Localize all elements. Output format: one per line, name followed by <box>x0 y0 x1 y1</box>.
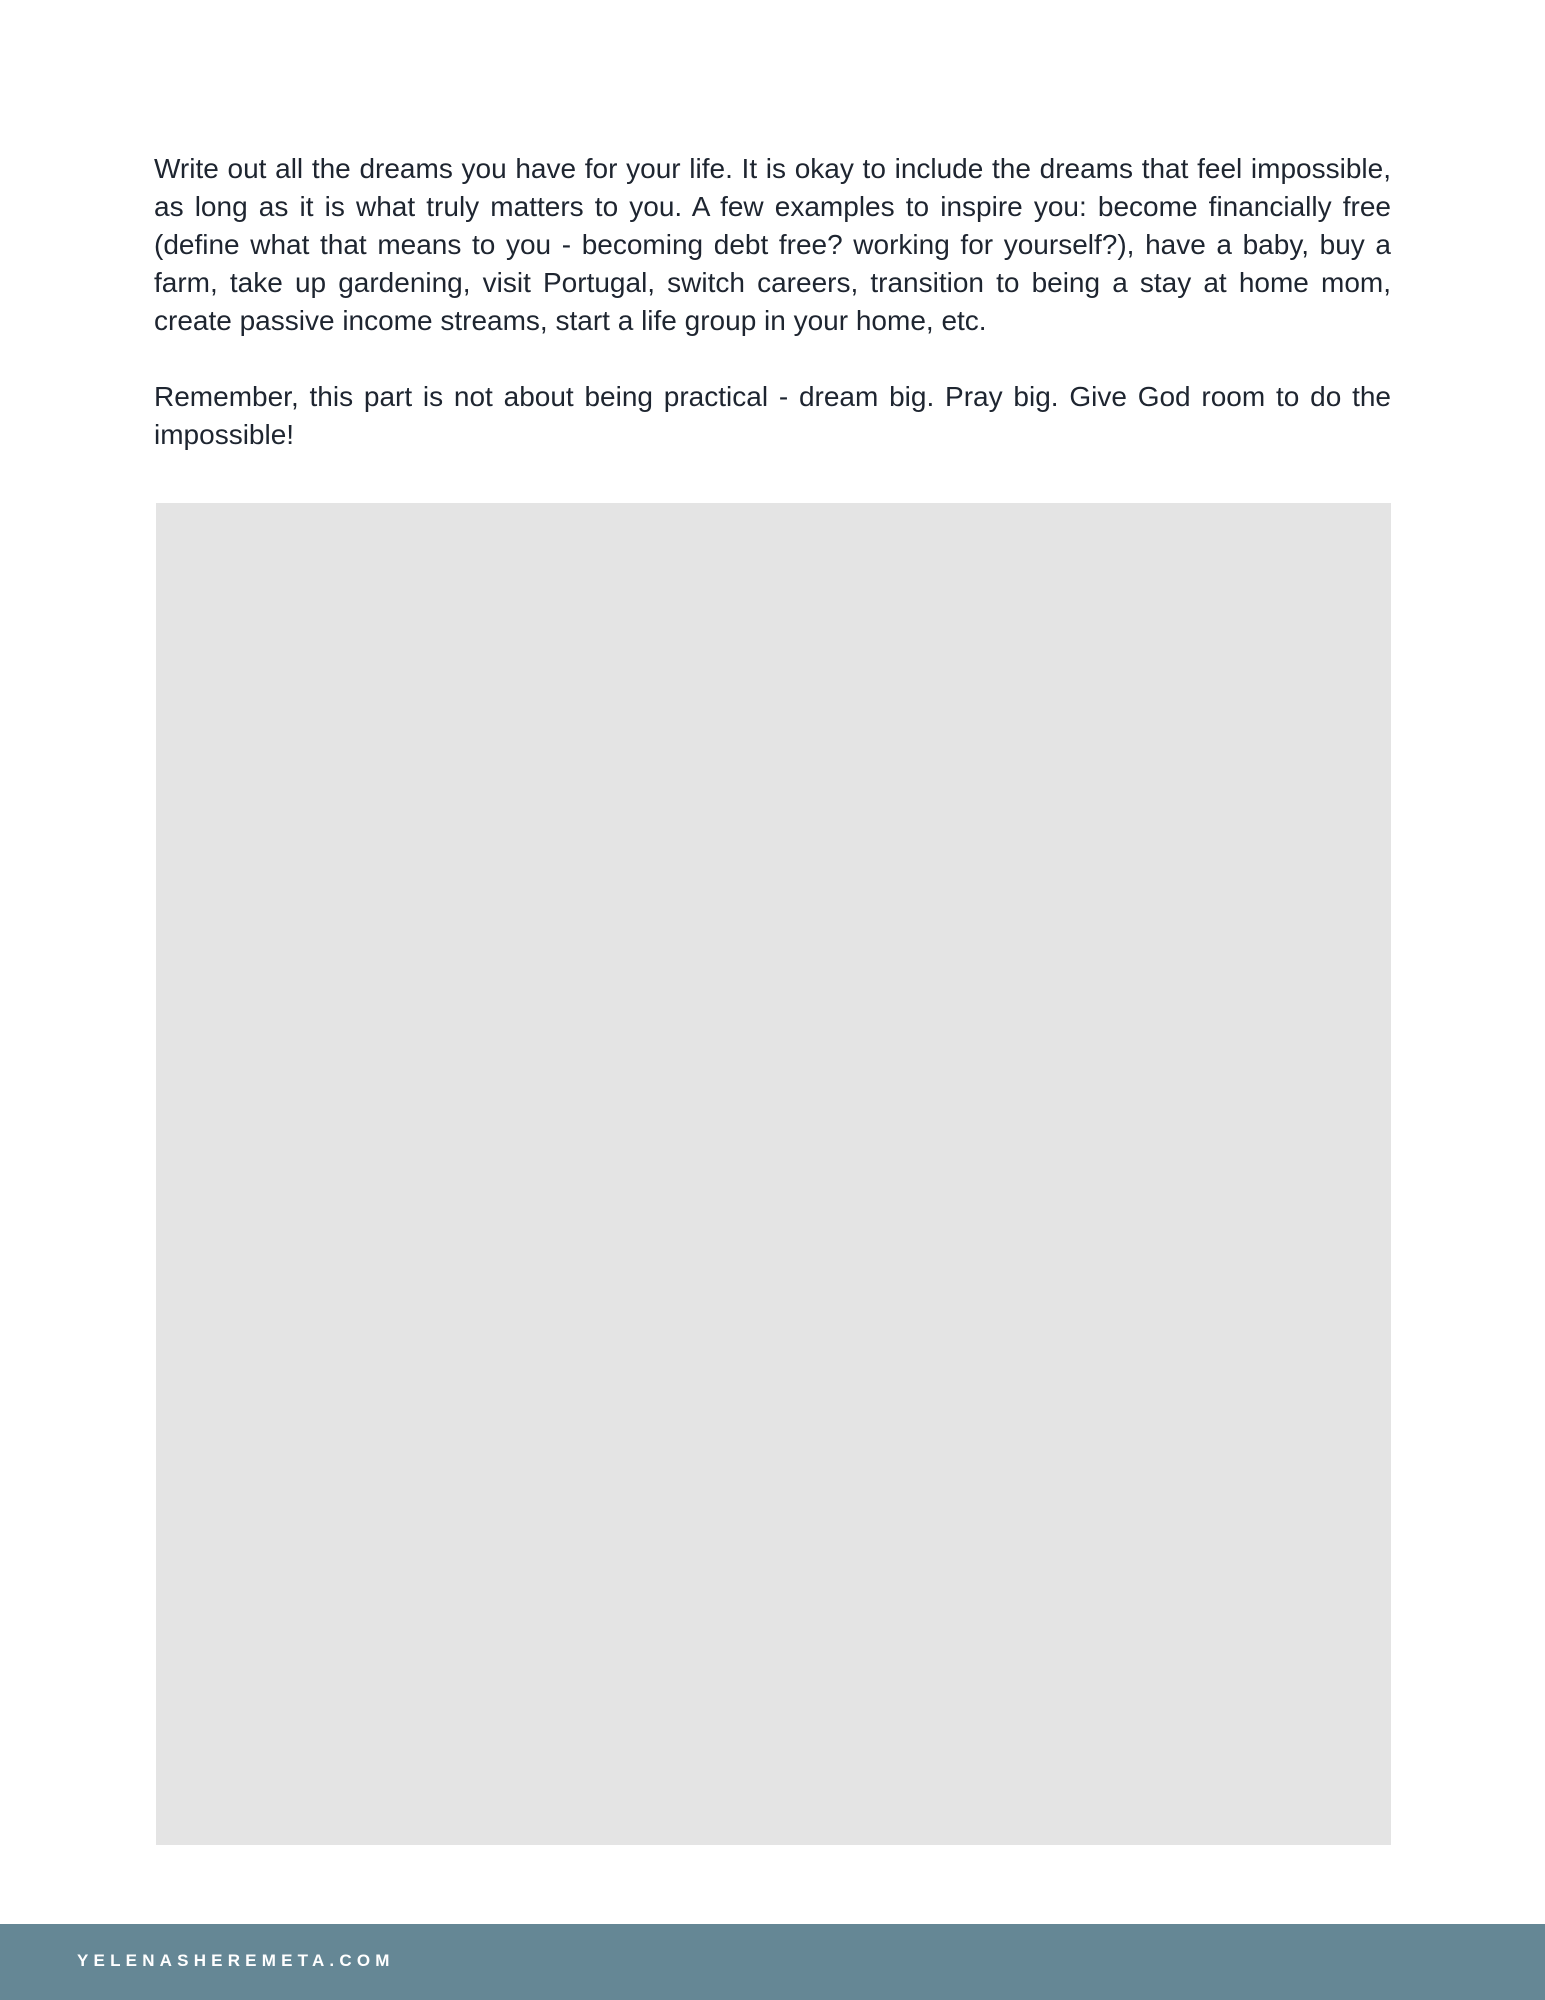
instructions-paragraph-2: Remember, this part is not about being practical - dream big. Pray big. Give God room to do the impossible! <box>154 381 1391 450</box>
instructions-paragraph-1: Write out all the dreams you have for your life. It is okay to include the dreams that feel impossible, as long as it is what truly matters to you. A few examples to inspire you: become financially free (define what that means to you - becoming debt free? working for yourself?), have a baby, buy a farm, take up gardening, visit Portugal, switch careers, transition to being a stay at home mom, create passive income streams, start a life group in your home, etc. <box>154 153 1391 336</box>
instructions <box>154 150 1391 454</box>
footer-bar <box>0 1924 1545 2000</box>
dreams-writing-area[interactable] <box>156 503 1391 1845</box>
footer-website: YELENASHEREMETA.COM <box>77 1951 395 1970</box>
